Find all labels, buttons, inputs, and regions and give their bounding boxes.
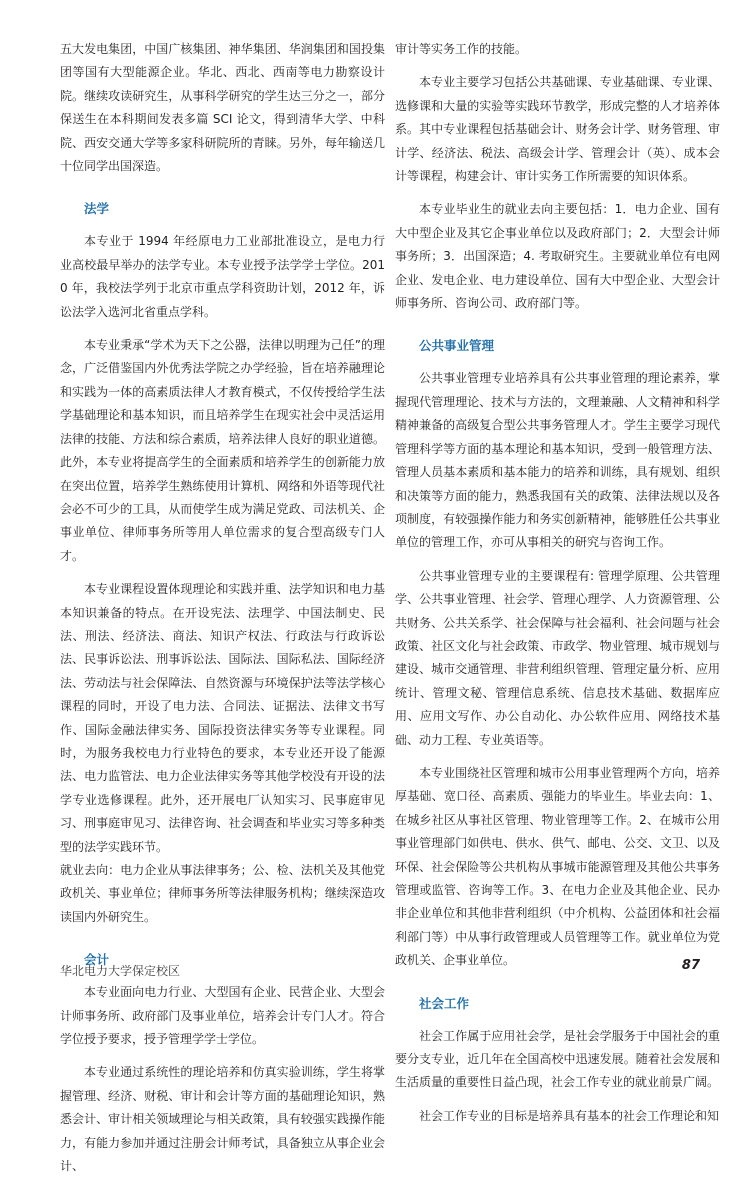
intro-paragraph: 五大发电集团，中国广核集团、神华集团、华润集团和国投集团等国有大型能源企业。华北、西北、西南等电力勘察设计院。继续攻读研究生，从事科学研究的学生达三分之一，部分保送生在本科期间发表多篇 SCI 论文，得到清华大学、中科院、西安交通大学等多家科研院所的青睐。另外，每年输送几十位同学出国深造。 <box>60 42 385 174</box>
social-work-paragraph-2: 社会工作专业的目标是培养具有基本的社会工作理论和知 <box>419 1108 720 1123</box>
section-heading-accounting: 会计 <box>84 952 110 968</box>
law-paragraph-4: 就业去向：电力企业从事法律事务；公、检、法机关及其他党政机关、事业单位；律师事务所等法律服务机构；继续深造攻读国内外研究生。 <box>60 863 385 924</box>
accounting-paragraph-2-continued: 审计等实务工作的技能。 <box>395 42 528 56</box>
public-admin-paragraph-1: 公共事业管理专业培养具有公共事业管理的理论素养，掌握现代管理理论、技术与方法的，文理兼融、人文精神和科学精神兼备的高级复合型公共事务管理人才。学生主要学习现代管理科学等方面的基本理论和基本知识，受到一般管理方法、管理人员基本素质和基本能力的培养和训练，具有规划、组织和决策等方面的能力，熟悉我国有关的政策、法律法规以及各项制度，有较强操作能力和务实创新精神，能够胜任公共事业单位的管理工作，亦可从事相关的研究与咨询工作。 <box>395 371 720 550</box>
law-paragraph-3: 本专业课程设置体现理论和实践并重、法学知识和电力基本知识兼备的特点。在开设宪法、法理学、中国法制史、民法、刑法、经济法、商法、知识产权法、行政法与行政诉讼法、民事诉讼法、刑事诉讼法、国际法、国际私法、国际经济法、劳动法与社会保障法、自然资源与环境保护法等法学核心课程的同时，开设了电力法、合同法、证据法、法律文书写作、国际金融法律实务、国际投资法律实务等专业课程。同时，为服务我校电力行业特色的要求，本专业还开设了能源法、电力监管法、电力企业法律实务等其他学校没有开设的法学专业选修课程。此外，还开展电厂认知实习、民事庭审见习、刑事庭审见习、法律咨询、社会调查和毕业实习等多种类型的法学实践环节。 <box>60 582 385 854</box>
accounting-paragraph-2: 本专业通过系统性的理论培养和仿真实验训练，学生将掌握管理、经济、财税、审计和会计等方面的基础理论知识，熟悉会计、审计相关领域理论与相关政策，具有较强实践操作能力，有能力参加并通过注册会计师考试，具备独立从事企业会计、 <box>60 1065 385 1174</box>
accounting-paragraph-3: 本专业主要学习包括公共基础课、专业基础课、专业课、选修课和大量的实验等实践环节教学，形成完整的人才培养体系。其中专业课程包括基础会计、财务会计学、财务管理、审计学、经济法、税法、高级会计学、管理会计（英）、成本会计等课程，构建会计、审计实务工作所需要的知识体系。 <box>395 75 720 184</box>
accounting-paragraph-1: 本专业面向电力行业、大型国有企业、民营企业、大型会计师事务所、政府部门及事业单位，培养会计专门人才。符合学位授予要求，授予管理学学士学位。 <box>60 985 385 1047</box>
footer-school-name: 华北电力大学保定校区 <box>60 964 181 978</box>
section-heading-social-work: 社会工作 <box>419 995 470 1011</box>
law-paragraph-2: 本专业秉承“学术为天下之公器，法律以明理为己任”的理念，广泛借鉴国内外优秀法学院之办学经验，旨在培养融理论和实践为一体的高素质法律人才教育模式，不仅传授给学生法学基础理论和基本知识，而且培养学生在现实社会中灵活运用法律的技能、方法和综合素质，培养法律人良好的职业道德。此外，本专业将提高学生的全面素质和培养学生的创新能力放在突出位置，培养学生熟练使用计算机、网络和外语等现代社会必不可少的工具，从而使学生成为满足党政、司法机关、企事业单位、律师事务所等用人单位需求的复合型高级专门人才。 <box>60 338 385 563</box>
right-column <box>395 38 720 1128</box>
public-admin-paragraph-2: 公共事业管理专业的主要课程有: 管理学原理、公共管理学、公共事业管理、社会学、管理心理学、人力资源管理、公共财务、公共关系学、社会保障与社会福利、社会问题与社会政策、社区文化与社会政策、市政学、物业管理、城市规划与建设、城市交通管理、非营利组织管理、管理定量分析、应用统计、管理文秘、管理信息系统、信息技术基础、数据库应用、应用文写作、办公自动化、办公软件应用、网络技术基础、动力工程、专业英语等。 <box>395 568 720 747</box>
social-work-paragraph-1: 社会工作属于应用社会学，是社会学服务于中国社会的重要分支专业，近几年在全国高校中迅速发展。随着社会发展和生活质量的重要性日益凸现，社会工作专业的就业前景广阔。 <box>395 1028 720 1090</box>
law-paragraph-1: 本专业于 1994 年经原电力工业部批准设立，是电力行业高校最早举办的法学专业。本专业授予法学学士学位。2010 年，我校法学列于北京市重点学科资助计划，2012 年，诉讼法学入选河北省重点学科。 <box>60 234 385 319</box>
page-number: 87 <box>681 958 700 973</box>
accounting-paragraph-4: 本专业毕业生的就业去向主要包括：1．电力企业、国有大中型企业及其它企事业单位以及政府部门；2．大型会计师事务所；3．出国深造；4. 考取研究生。主要就业单位有电网企业、发电企业、电力建设单位、国有大中型企业、大型会计师事务所、咨询公司、政府部门等。 <box>395 202 720 311</box>
left-column <box>60 38 385 1178</box>
public-admin-paragraph-3: 本专业围绕社区管理和城市公用事业管理两个方向，培养厚基础、宽口径、高素质、强能力的毕业生。毕业去向：1、在城乡社区从事社区管理、物业管理等工作。2、在城市公用事业管理部门如供电、供水、供气、邮电、公交、文卫、以及环保、社会保险等公共机构从事城市能源管理及其他公共事务管理或监管、咨询等工作。3、在电力企业及其他企业、民办非企业单位和其他非营利组织（中介机构、公益团体和社会福利部门等）中从事行政管理或人员管理等工作。就业单位为党政机关、企事业单位。 <box>395 765 720 968</box>
section-heading-public-administration: 公共事业管理 <box>419 338 495 354</box>
section-heading-law: 法学 <box>84 201 110 217</box>
